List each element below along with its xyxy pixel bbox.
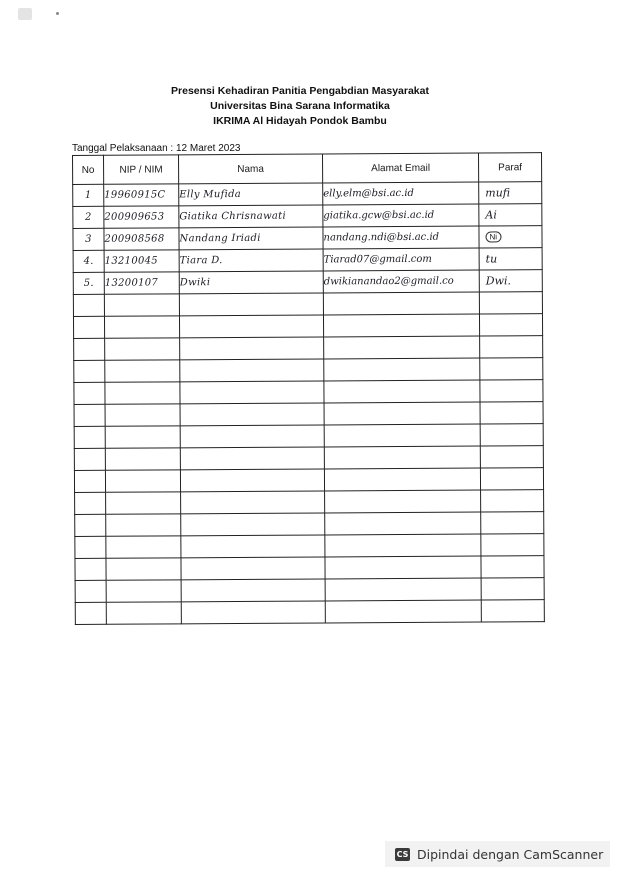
row-nip: 19960915C: [104, 184, 179, 206]
row-no: 3: [73, 228, 104, 250]
row-no: 2: [73, 206, 104, 228]
table-row: [73, 182, 542, 207]
row-nama: [180, 403, 324, 426]
col-header-paraf: Paraf: [478, 153, 541, 182]
row-paraf: [481, 578, 544, 600]
row-paraf: [480, 336, 543, 358]
row-nama: [180, 337, 324, 360]
row-paraf: [479, 204, 542, 226]
row-email: [325, 556, 481, 579]
row-no: [75, 558, 106, 580]
empty-table-row: [74, 380, 543, 405]
empty-table-row: [74, 358, 543, 383]
row-nama: [181, 491, 325, 514]
row-email: [325, 578, 481, 601]
row-email: Tiarad07@gmail.com: [323, 248, 479, 271]
row-no: [74, 448, 105, 470]
row-paraf: [480, 468, 543, 490]
row-paraf: [481, 600, 544, 622]
row-paraf: [479, 248, 542, 270]
row-email: [325, 600, 481, 623]
row-email: [324, 336, 480, 359]
row-email: [323, 292, 479, 315]
row-nama: Tiara D.: [179, 249, 323, 272]
row-paraf: [479, 314, 542, 336]
row-paraf: [481, 490, 544, 512]
empty-table-row: [75, 600, 544, 625]
row-no: 5.: [73, 272, 104, 294]
row-nip: [106, 514, 181, 536]
row-nama: [180, 469, 324, 492]
row-email: [324, 468, 480, 491]
row-no: [75, 514, 106, 536]
row-nama: [179, 293, 323, 316]
row-nama: [181, 601, 325, 624]
row-email: giatika.gcw@bsi.ac.id: [323, 204, 479, 227]
row-no: [74, 426, 105, 448]
title-line-2: Universitas Bina Sarana Informatika: [210, 100, 390, 112]
attendance-table: [72, 152, 545, 625]
row-no: [74, 470, 105, 492]
title-line-3: IKRIMA Al Hidayah Pondok Bambu: [213, 115, 387, 127]
table-row: [73, 270, 542, 295]
scan-artifact: [18, 8, 32, 20]
row-paraf: [479, 226, 542, 248]
row-no: [73, 316, 104, 338]
row-nip: [105, 360, 180, 382]
attendance-rows: [73, 182, 545, 625]
camscanner-text: Dipindai dengan CamScanner: [417, 846, 604, 862]
row-no: [75, 580, 106, 602]
row-paraf: [480, 424, 543, 446]
col-header-no: No: [73, 155, 104, 184]
row-nip: [106, 536, 181, 558]
empty-table-row: [74, 446, 543, 471]
row-no: 4.: [73, 250, 104, 272]
row-paraf: [481, 512, 544, 534]
col-header-email: Alamat Email: [322, 153, 478, 183]
empty-table-row: [75, 512, 544, 537]
row-nip: [106, 602, 181, 624]
row-nama: [179, 315, 323, 338]
row-nama: [181, 579, 325, 602]
row-email: nandang.ndi@bsi.ac.id: [323, 226, 479, 249]
row-nip: [106, 580, 181, 602]
empty-table-row: [73, 292, 542, 317]
row-nama: Giatika Chrisnawati: [179, 205, 323, 228]
table-row: [73, 226, 542, 251]
camscanner-logo-icon: CS: [396, 849, 409, 859]
empty-table-row: [75, 578, 544, 603]
row-paraf: [480, 380, 543, 402]
camscanner-badge: [385, 841, 610, 867]
row-email: [325, 490, 481, 513]
row-email: [324, 380, 480, 403]
row-paraf: [480, 358, 543, 380]
row-no: [74, 404, 105, 426]
table-row: [73, 248, 542, 273]
row-paraf: [481, 534, 544, 556]
empty-table-row: [75, 556, 544, 581]
row-email: [324, 424, 480, 447]
table-header-row: [73, 153, 542, 185]
row-no: [74, 360, 105, 382]
empty-table-row: [73, 314, 542, 339]
empty-table-row: [74, 468, 543, 493]
row-no: [75, 492, 106, 514]
row-nip: [105, 382, 180, 404]
empty-table-row: [74, 424, 543, 449]
row-nip: [105, 426, 180, 448]
row-email: [324, 358, 480, 381]
col-header-nip: NIP / NIM: [104, 155, 179, 184]
document-title: [0, 84, 620, 129]
row-no: [74, 382, 105, 404]
row-paraf: [480, 446, 543, 468]
row-nip: [106, 492, 181, 514]
row-nama: [181, 513, 325, 536]
row-nama: Nandang Iriadi: [179, 227, 323, 250]
col-header-nama: Nama: [179, 154, 323, 184]
signature: Ai: [485, 208, 497, 222]
empty-table-row: [75, 534, 544, 559]
row-no: [73, 294, 104, 316]
row-email: dwikianandao2@gmail.co: [323, 270, 479, 293]
title-line-1: Presensi Kehadiran Panitia Pengabdian Masyarakat: [171, 85, 429, 97]
row-paraf: [479, 270, 542, 292]
signature: mufi: [485, 186, 511, 200]
signature: Dwi.: [485, 274, 512, 288]
row-nip: [105, 448, 180, 470]
row-paraf: [481, 556, 544, 578]
row-paraf: [480, 402, 543, 424]
row-nip: [106, 558, 181, 580]
row-paraf: [479, 182, 542, 204]
row-paraf: [479, 292, 542, 314]
row-nip: 200908568: [104, 228, 179, 250]
row-no: [75, 536, 106, 558]
row-no: 1: [73, 184, 104, 206]
row-nama: [181, 557, 325, 580]
row-email: [325, 534, 481, 557]
row-nip: [104, 294, 179, 316]
row-nip: [105, 404, 180, 426]
row-nama: [181, 535, 325, 558]
empty-table-row: [75, 490, 544, 515]
row-email: [324, 402, 480, 425]
empty-table-row: [74, 402, 543, 427]
row-nip: 200909653: [104, 206, 179, 228]
signature: Ni: [485, 231, 501, 242]
row-nip: [105, 470, 180, 492]
row-nama: [180, 381, 324, 404]
row-nip: 13200107: [104, 272, 179, 294]
event-date: Tanggal Pelaksanaan : 12 Maret 2023: [72, 143, 241, 154]
row-nip: 13210045: [104, 250, 179, 272]
row-nip: [105, 338, 180, 360]
row-nama: [180, 359, 324, 382]
row-nama: [180, 425, 324, 448]
row-email: [324, 446, 480, 469]
empty-table-row: [74, 336, 543, 361]
row-nip: [104, 316, 179, 338]
row-email: [323, 314, 479, 337]
row-email: elly.elm@bsi.ac.id: [323, 182, 479, 205]
table-row: [73, 204, 542, 229]
row-nama: [180, 447, 324, 470]
signature: tu: [485, 252, 498, 266]
row-email: [325, 512, 481, 535]
row-no: [75, 602, 106, 624]
row-nama: Elly Mufida: [179, 183, 323, 206]
scan-speck: [56, 12, 59, 15]
row-nama: Dwiki: [179, 271, 323, 294]
row-no: [74, 338, 105, 360]
